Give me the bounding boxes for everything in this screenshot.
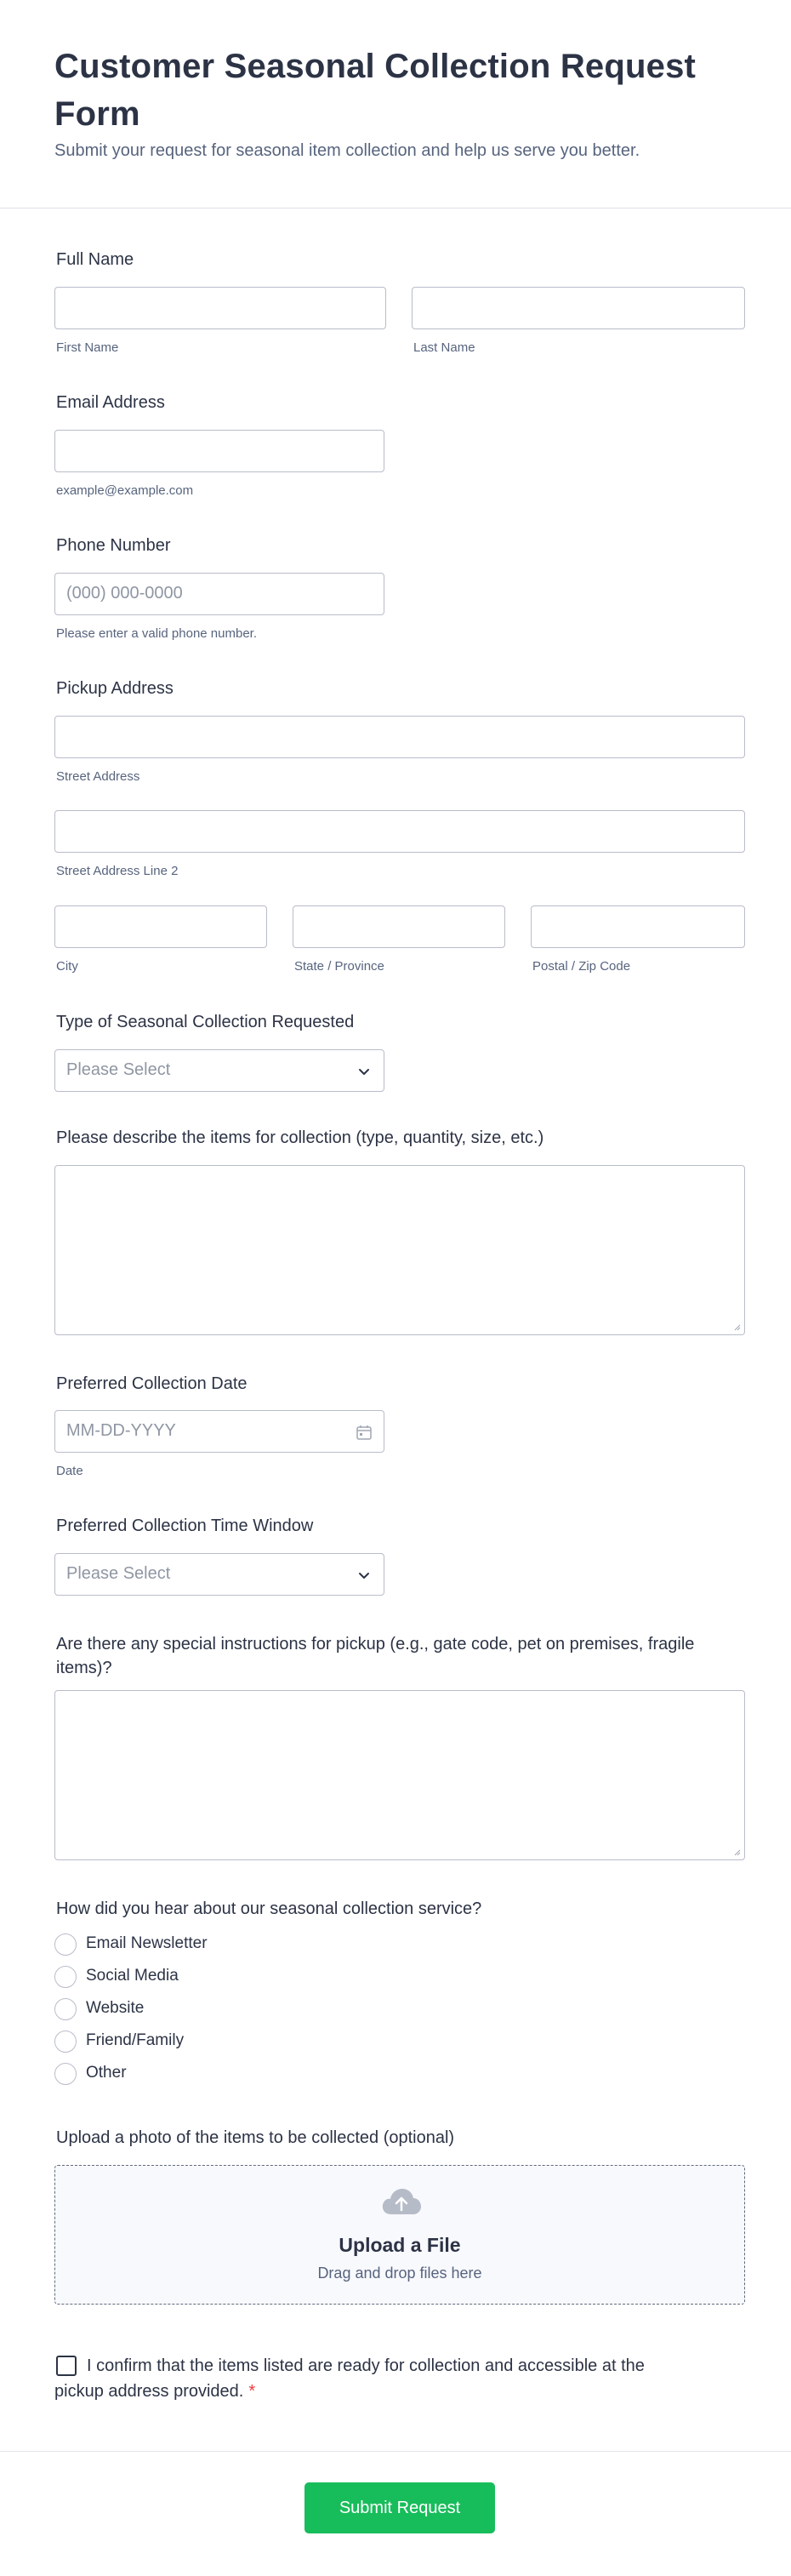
first-name-input[interactable] (54, 287, 386, 329)
state-sublabel: State / Province (294, 959, 384, 974)
radio-button[interactable] (54, 1998, 77, 2020)
city-sublabel: City (56, 959, 78, 974)
radio-label: Email Newsletter (86, 1934, 208, 1952)
collection-type-select[interactable] (54, 1049, 384, 1092)
radio-button[interactable] (54, 2063, 77, 2085)
referral-label: How did you hear about our seasonal collection service? (56, 1899, 482, 1918)
confirm-label (54, 2353, 667, 2404)
chevron-down-icon (355, 1566, 373, 1585)
form-header (0, 0, 791, 208)
collection-date-placeholder: MM-DD-YYYY (66, 1421, 176, 1440)
phone-label: Phone Number (56, 536, 171, 555)
resize-handle-icon[interactable] (732, 1322, 741, 1331)
items-description-label: Please describe the items for collection (type, quantity, size, etc.) (56, 1128, 544, 1147)
last-name-sublabel: Last Name (413, 340, 475, 355)
resize-handle-icon[interactable] (732, 1848, 741, 1856)
upload-label: Upload a photo of the items to be collected (optional) (56, 2128, 455, 2147)
footer-divider (0, 2451, 791, 2452)
collection-date-sublabel: Date (56, 1464, 83, 1478)
time-window-label: Preferred Collection Time Window (56, 1516, 314, 1535)
phone-placeholder: (000) 000-0000 (66, 584, 183, 603)
form-title: Customer Seasonal Collection Request Form (54, 48, 697, 133)
collection-type-value: Please Select (66, 1060, 171, 1079)
city-input[interactable] (54, 905, 267, 948)
time-window-select[interactable] (54, 1553, 384, 1596)
radio-label: Website (86, 1999, 145, 2017)
radio-label: Other (86, 2064, 127, 2082)
first-name-sublabel: First Name (56, 340, 119, 355)
email-sublabel: example@example.com (56, 483, 194, 498)
email-input[interactable] (54, 430, 384, 472)
collection-type-label: Type of Seasonal Collection Requested (56, 1013, 355, 1031)
form-subtitle: Submit your request for seasonal item collection and help us serve you better. (54, 141, 640, 160)
phone-input[interactable] (54, 573, 384, 615)
radio-button[interactable] (54, 1933, 77, 1956)
full-name-label: Full Name (56, 250, 134, 269)
phone-sublabel: Please enter a valid phone number. (56, 626, 257, 641)
calendar-icon[interactable] (355, 1423, 373, 1442)
required-asterisk: * (248, 2382, 256, 2401)
state-input[interactable] (293, 905, 505, 948)
street-address-input[interactable] (54, 716, 745, 758)
special-instructions-textarea[interactable] (54, 1690, 745, 1860)
submit-button[interactable]: Submit Request (304, 2482, 495, 2533)
email-label: Email Address (56, 393, 165, 412)
confirm-text: I confirm that the items listed are ready for collection and accessible at the pickup address provided. (54, 2356, 645, 2401)
last-name-input[interactable] (412, 287, 745, 329)
radio-button[interactable] (54, 2031, 77, 2053)
radio-label: Friend/Family (86, 2031, 185, 2049)
radio-label: Social Media (86, 1967, 179, 1985)
zip-sublabel: Postal / Zip Code (532, 959, 631, 974)
zip-input[interactable] (531, 905, 745, 948)
special-instructions-label: Are there any special instructions for pickup (e.g., gate code, pet on premises, fragile items)? (56, 1635, 695, 1677)
street-address-line2-sublabel: Street Address Line 2 (56, 864, 179, 878)
street-address-line2-input[interactable] (54, 810, 745, 853)
street-address-sublabel: Street Address (56, 769, 140, 784)
items-description-textarea[interactable] (54, 1165, 745, 1335)
file-upload-dropzone[interactable] (54, 2165, 745, 2305)
upload-subtitle: Drag and drop files here (317, 2265, 482, 2282)
pickup-address-label: Pickup Address (56, 679, 174, 698)
cloud-upload-icon (380, 2186, 423, 2217)
collection-date-label: Preferred Collection Date (56, 1374, 248, 1393)
chevron-down-icon (355, 1062, 373, 1081)
radio-button[interactable] (54, 1966, 77, 1988)
time-window-value: Please Select (66, 1564, 171, 1583)
upload-title: Upload a File (339, 2234, 461, 2256)
collection-date-input[interactable] (54, 1410, 384, 1453)
